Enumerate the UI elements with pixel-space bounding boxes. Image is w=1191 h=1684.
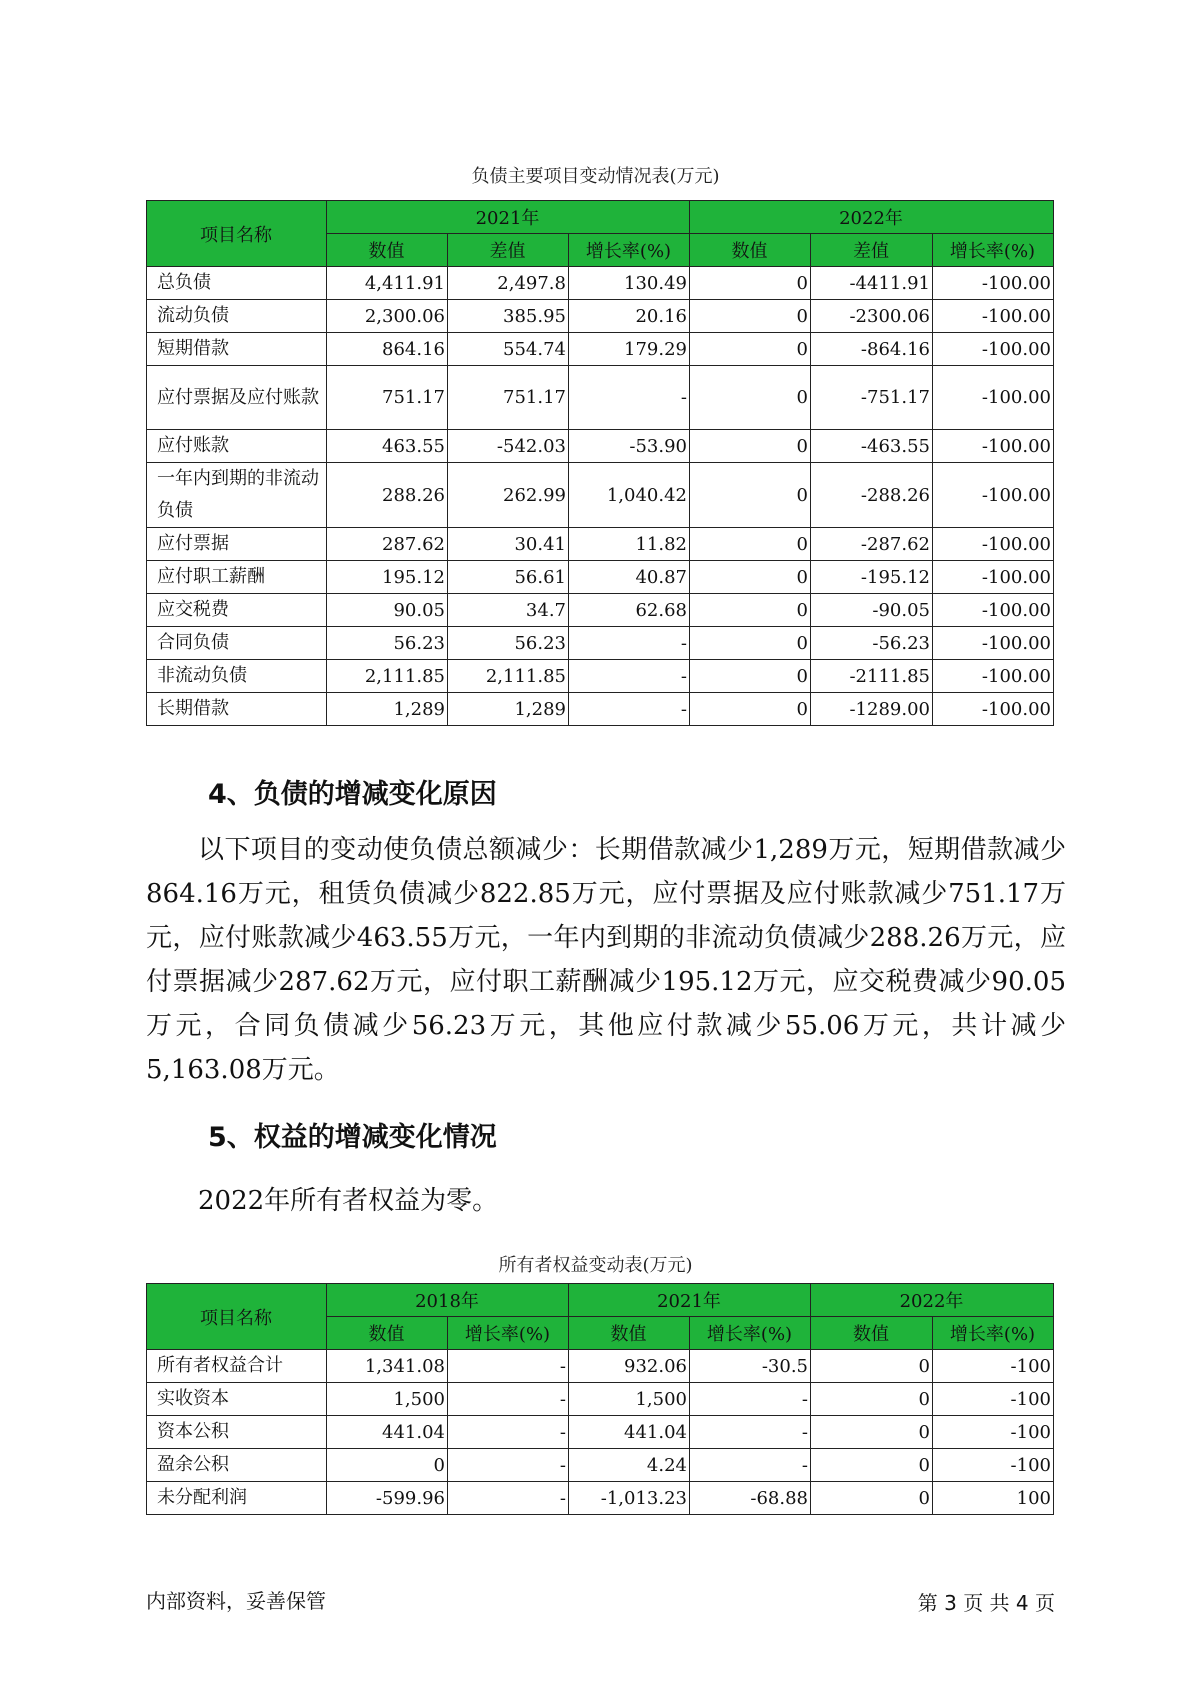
table-cell: 2,300.06 <box>327 300 448 333</box>
sub-header: 增长率(%) <box>569 234 690 267</box>
table-cell: 0 <box>690 693 811 726</box>
table-cell: 179.29 <box>569 333 690 366</box>
table-cell: 0 <box>690 561 811 594</box>
table-cell: -100 <box>933 1350 1054 1383</box>
table-cell: -2300.06 <box>811 300 933 333</box>
table-cell: 751.17 <box>448 366 569 430</box>
table-cell: -100.00 <box>933 333 1054 366</box>
row-name: 合同负债 <box>147 627 327 660</box>
table-cell: 0 <box>690 300 811 333</box>
year-header: 2022年 <box>690 201 1054 234</box>
table-cell: -100.00 <box>933 693 1054 726</box>
table-row <box>147 1383 1054 1416</box>
table-cell: 56.23 <box>327 627 448 660</box>
table-row <box>147 660 1054 693</box>
table-cell: 0 <box>690 463 811 528</box>
row-name: 资本公积 <box>147 1416 327 1449</box>
table-cell: -100.00 <box>933 267 1054 300</box>
table-cell: 4,411.91 <box>327 267 448 300</box>
table-cell: 1,040.42 <box>569 463 690 528</box>
table-cell: -1289.00 <box>811 693 933 726</box>
table-cell: -599.96 <box>327 1482 448 1515</box>
table-cell: -542.03 <box>448 430 569 463</box>
table-cell: 0 <box>690 366 811 430</box>
table-cell: 0 <box>327 1449 448 1482</box>
table-cell: 0 <box>811 1350 933 1383</box>
row-name: 长期借款 <box>147 693 327 726</box>
table-cell: 1,289 <box>327 693 448 726</box>
table-cell: - <box>448 1350 569 1383</box>
table-cell: -30.5 <box>690 1350 811 1383</box>
name-header: 项目名称 <box>147 1284 327 1350</box>
table-cell: - <box>569 366 690 430</box>
table-cell: 2,111.85 <box>327 660 448 693</box>
table-cell: -1,013.23 <box>569 1482 690 1515</box>
row-name: 应付职工薪酬 <box>147 561 327 594</box>
table-cell: 864.16 <box>327 333 448 366</box>
table1-caption: 负债主要项目变动情况表(万元) <box>471 166 720 187</box>
row-name: 应付票据 <box>147 528 327 561</box>
table-cell: 0 <box>690 430 811 463</box>
table2-caption: 所有者权益变动表(万元) <box>498 1255 693 1276</box>
row-name: 应付票据及应付账款 <box>147 366 327 430</box>
table-cell: 441.04 <box>569 1416 690 1449</box>
table-cell: - <box>569 693 690 726</box>
table-cell: - <box>448 1383 569 1416</box>
table-row <box>147 366 1054 430</box>
year-header: 2022年 <box>811 1284 1054 1317</box>
table-cell: 62.68 <box>569 594 690 627</box>
table-cell: 1,500 <box>569 1383 690 1416</box>
table-cell: 463.55 <box>327 430 448 463</box>
table-cell: 0 <box>690 267 811 300</box>
row-name: 流动负债 <box>147 300 327 333</box>
table-cell: 262.99 <box>448 463 569 528</box>
table-cell: 0 <box>690 333 811 366</box>
table-cell: 40.87 <box>569 561 690 594</box>
sub-header: 数值 <box>327 234 448 267</box>
table-row <box>147 528 1054 561</box>
table-cell: -100.00 <box>933 300 1054 333</box>
table-cell: -100 <box>933 1449 1054 1482</box>
table-cell: 56.61 <box>448 561 569 594</box>
table-cell: 100 <box>933 1482 1054 1515</box>
table-cell: 1,289 <box>448 693 569 726</box>
table-cell: 4.24 <box>569 1449 690 1482</box>
table-cell: -751.17 <box>811 366 933 430</box>
table-cell: 0 <box>811 1449 933 1482</box>
table-cell: - <box>690 1416 811 1449</box>
table-cell: 34.7 <box>448 594 569 627</box>
table-cell: 287.62 <box>327 528 448 561</box>
table-cell: 0 <box>690 594 811 627</box>
table-row <box>147 1350 1054 1383</box>
table-cell: 2,111.85 <box>448 660 569 693</box>
table-cell: -56.23 <box>811 627 933 660</box>
row-name: 非流动负债 <box>147 660 327 693</box>
table-cell: 932.06 <box>569 1350 690 1383</box>
table-cell: -100.00 <box>933 594 1054 627</box>
year-header: 2021年 <box>569 1284 811 1317</box>
table-cell: 0 <box>811 1416 933 1449</box>
year-header: 2018年 <box>327 1284 569 1317</box>
footer-confidential: 内部资料，妥善保管 <box>146 1589 326 1613</box>
table-cell: -864.16 <box>811 333 933 366</box>
sub-header: 数值 <box>327 1317 448 1350</box>
table-cell: -4411.91 <box>811 267 933 300</box>
table-cell: 1,341.08 <box>327 1350 448 1383</box>
row-name: 盈余公积 <box>147 1449 327 1482</box>
table-cell: -100 <box>933 1416 1054 1449</box>
table-cell: -100.00 <box>933 528 1054 561</box>
table-cell: 195.12 <box>327 561 448 594</box>
table-row <box>147 627 1054 660</box>
table-row <box>147 693 1054 726</box>
table-row <box>147 333 1054 366</box>
table-row <box>147 463 1054 528</box>
table-cell: - <box>448 1449 569 1482</box>
table-cell: - <box>448 1482 569 1515</box>
table-cell: -2111.85 <box>811 660 933 693</box>
table-cell: -90.05 <box>811 594 933 627</box>
table-cell: 2,497.8 <box>448 267 569 300</box>
table-cell: 90.05 <box>327 594 448 627</box>
table-cell: -100.00 <box>933 627 1054 660</box>
section5-heading: 5、权益的增减变化情况 <box>208 1122 497 1153</box>
row-name: 所有者权益合计 <box>147 1350 327 1383</box>
table-cell: -100.00 <box>933 561 1054 594</box>
name-header: 项目名称 <box>147 201 327 267</box>
table-cell: 20.16 <box>569 300 690 333</box>
table-cell: - <box>569 660 690 693</box>
table-cell: 441.04 <box>327 1416 448 1449</box>
table-cell: -100.00 <box>933 430 1054 463</box>
row-name: 应交税费 <box>147 594 327 627</box>
table-cell: 0 <box>690 528 811 561</box>
table-cell: 0 <box>690 660 811 693</box>
table-cell: 554.74 <box>448 333 569 366</box>
table-cell: 130.49 <box>569 267 690 300</box>
table-cell: 56.23 <box>448 627 569 660</box>
section4-paragraph: 以下项目的变动使负债总额减少：长期借款减少1,289万元，短期借款减少864.16万元，租赁负债减少822.85万元，应付票据及应付账款减少751.17万元，应付账款减少463.55万元，一年内到期的非流动负债减少288.26万元，应付票据减少287.62万元，应付职工薪酬减少195.12万元，应交税费减少90.05万元，合同负债减少56.23万元，其他应付款减少55.06万元，共计减少5,163.08万元。 <box>146 835 1066 1085</box>
row-name: 实收资本 <box>147 1383 327 1416</box>
table-cell: -100.00 <box>933 463 1054 528</box>
sub-header: 增长率(%) <box>690 1317 811 1350</box>
table-cell: 1,500 <box>327 1383 448 1416</box>
table-cell: -195.12 <box>811 561 933 594</box>
table-row <box>147 1416 1054 1449</box>
sub-header: 增长率(%) <box>933 1317 1054 1350</box>
table-row <box>147 1449 1054 1482</box>
table-cell: 288.26 <box>327 463 448 528</box>
footer-page-number: 第 3 页 共 4 页 <box>917 1591 1055 1615</box>
table-row <box>147 1482 1054 1515</box>
sub-header: 数值 <box>569 1317 690 1350</box>
sub-header: 差值 <box>811 234 933 267</box>
table-cell: -100 <box>933 1383 1054 1416</box>
table-cell: 0 <box>811 1482 933 1515</box>
table-cell: -100.00 <box>933 366 1054 430</box>
sub-header: 差值 <box>448 234 569 267</box>
row-name: 应付账款 <box>147 430 327 463</box>
table-cell: -288.26 <box>811 463 933 528</box>
table-cell: 30.41 <box>448 528 569 561</box>
table-cell: 751.17 <box>327 366 448 430</box>
table-cell: 0 <box>811 1383 933 1416</box>
liabilities-table <box>146 200 1054 726</box>
table-row <box>147 594 1054 627</box>
equity-table <box>146 1283 1054 1515</box>
table-cell: - <box>569 627 690 660</box>
table-cell: -287.62 <box>811 528 933 561</box>
sub-header: 数值 <box>690 234 811 267</box>
table-cell: - <box>690 1449 811 1482</box>
sub-header: 增长率(%) <box>933 234 1054 267</box>
section5-paragraph: 2022年所有者权益为零。 <box>198 1186 499 1216</box>
table-cell: - <box>690 1383 811 1416</box>
table-cell: -100.00 <box>933 660 1054 693</box>
row-name: 一年内到期的非流动负债 <box>147 463 327 528</box>
table-cell: - <box>448 1416 569 1449</box>
table-row <box>147 430 1054 463</box>
table-cell: 11.82 <box>569 528 690 561</box>
table-cell: -68.88 <box>690 1482 811 1515</box>
table-cell: -463.55 <box>811 430 933 463</box>
section4-heading: 4、负债的增减变化原因 <box>208 779 497 810</box>
table-cell: -53.90 <box>569 430 690 463</box>
table-row <box>147 300 1054 333</box>
row-name: 未分配利润 <box>147 1482 327 1515</box>
table-row <box>147 267 1054 300</box>
year-header: 2021年 <box>327 201 690 234</box>
table-row <box>147 561 1054 594</box>
table-cell: 385.95 <box>448 300 569 333</box>
row-name: 总负债 <box>147 267 327 300</box>
row-name: 短期借款 <box>147 333 327 366</box>
sub-header: 数值 <box>811 1317 933 1350</box>
sub-header: 增长率(%) <box>448 1317 569 1350</box>
table-cell: 0 <box>690 627 811 660</box>
